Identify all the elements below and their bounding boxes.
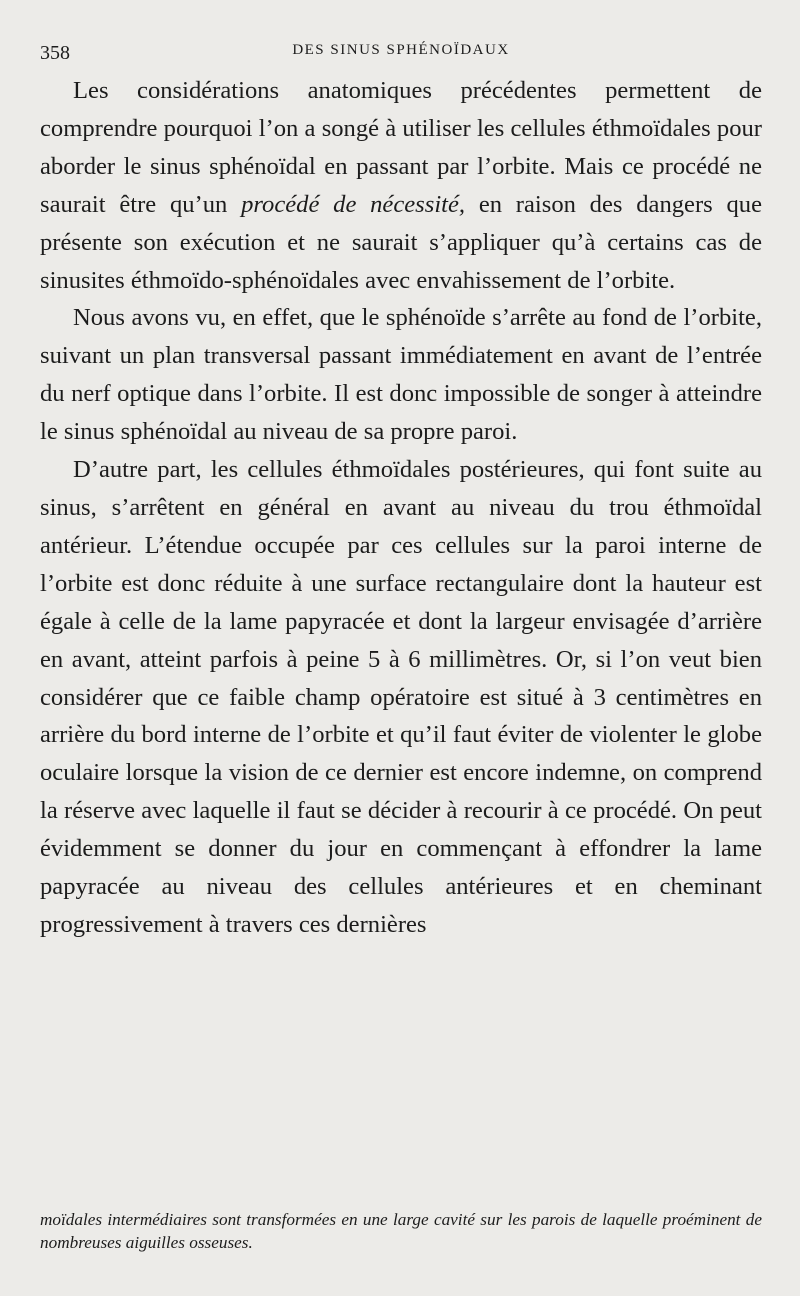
page-number: 358 — [40, 42, 70, 64]
paragraph-1-text-after: en raison des dangers que présente son exécution et ne saurait s’appliquer qu’à certains cas de sinusites éthmoïdo-sphénoïdales avec envahissement de l’orbite. — [40, 190, 762, 294]
body-text — [40, 72, 762, 944]
running-title: DES SINUS SPHÉNOÏDAUX — [292, 42, 510, 58]
paragraph-2: Nous avons vu, en effet, que le sphénoïde s’arrête au fond de l’orbite, suivant un plan transversal passant immédiatement en avant de l’entrée du nerf optique dans l’orbite. Il est donc impossible de songer à atteindre le sinus sphénoïdal au niveau de sa propre paroi. — [40, 304, 762, 446]
paragraph-1-emphasis: procédé de nécessité, — [241, 190, 466, 218]
paragraph-1 — [40, 72, 762, 299]
footnote: moïdales intermédiaires sont transformées en une large cavité sur les parois de laquelle proéminent de nombreuses aiguilles osseuses. — [40, 1210, 762, 1252]
paragraph-3: D’autre part, les cellules éthmoïdales postérieures, qui font suite au sinus, s’arrêtent en général en avant au niveau du trou éthmoïdal antérieur. L’étendue occupée par ces cellules sur la paroi interne de l’orbite est donc réduite à une surface rectangulaire dont la hauteur est égale à celle de la lame papyracée et dont la largeur envisagée d’arrière en avant, atteint parfois à peine 5 à 6 millimètres. Or, si l’on veut bien considérer que ce faible champ opératoire est situé à 3 centimètres en arrière du bord interne de l’orbite et qu’il faut éviter de violenter le globe oculaire lorsque la vision de ce dernier est encore indemne, on comprend la réserve avec laquelle il faut se décider à recourir à ce procédé. On peut évidemment se donner du jour en commençant à effondrer la lame papyracée au niveau des cellules antérieures et en cheminant progressivement à travers ces dernières — [40, 456, 762, 938]
running-head — [40, 38, 762, 72]
paragraph-1-text-before: Les considérations anatomiques précédentes permettent de comprendre pourquoi l’on a songé à utiliser les cellules éthmoïdales pour aborder le sinus sphénoïdal en passant par l’orbite. Mais ce procédé ne saurait être qu’un — [40, 77, 762, 218]
